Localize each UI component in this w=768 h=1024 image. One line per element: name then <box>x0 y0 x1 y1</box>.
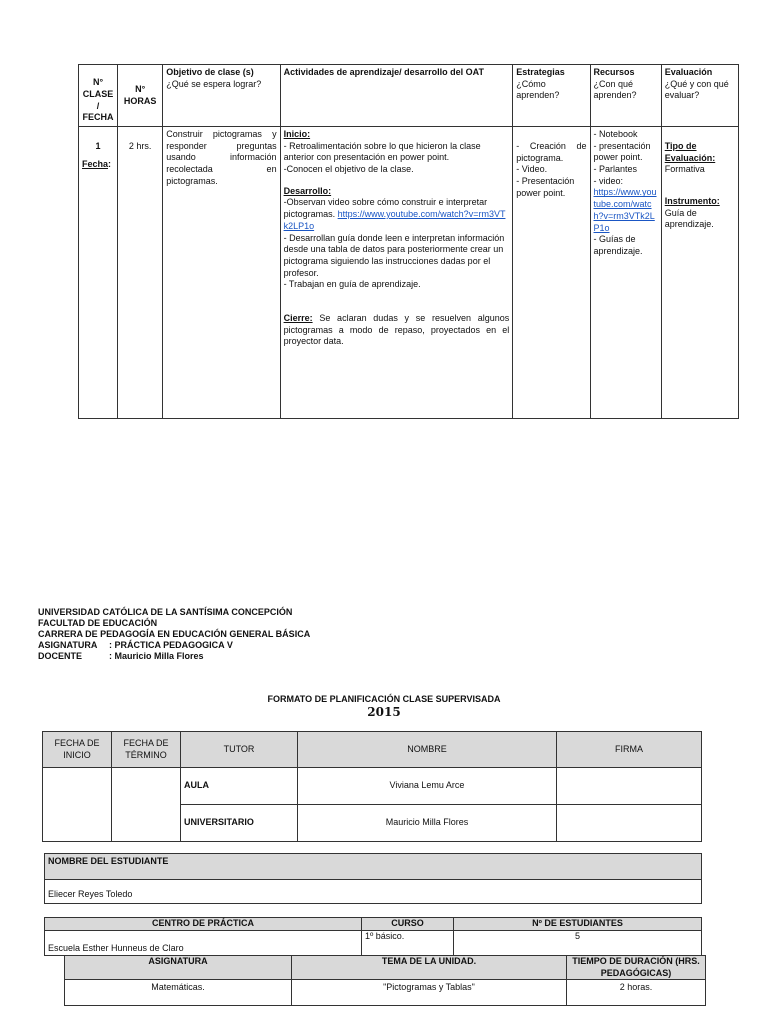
student-label: NOMBRE DEL ESTUDIANTE <box>45 854 702 880</box>
student-table <box>44 853 702 904</box>
subject-header-row <box>65 956 706 980</box>
row-horas: 2 hrs. <box>128 141 152 151</box>
header-evaluacion-sub: ¿Qué y con qué evaluar? <box>664 78 729 101</box>
asignatura-line <box>38 640 310 651</box>
institution-header <box>38 607 310 662</box>
header-fecha-termino: FECHA DE TÉRMINO <box>112 732 181 768</box>
firma-universitario <box>557 805 702 842</box>
subject-table <box>64 955 706 1006</box>
docente-label: DOCENTE <box>38 651 83 661</box>
student-header-row <box>45 854 702 880</box>
desarrollo-line1: -Observan video sobre cómo construir e interpretar pictogramas. <box>283 197 488 220</box>
header-recursos <box>590 65 661 127</box>
tutor-universitario: UNIVERSITARIO <box>181 805 298 842</box>
header-fecha-inicio: FECHA DE INICIO <box>43 732 112 768</box>
row-recursos-cell <box>590 127 661 419</box>
planning-header-row <box>79 65 739 127</box>
header-num-clase-line: CLASE <box>82 88 114 99</box>
desarrollo-line: - Trabajan en guía de aprendizaje. <box>283 279 421 290</box>
inicio-line: -Conocen el objetivo de la clase. <box>283 164 414 175</box>
cierre-label: Cierre: <box>283 312 313 323</box>
header-tutor: TUTOR <box>181 732 298 768</box>
cierre-text: Se aclaran dudas y se resuelven algunos pictogramas a modo de repaso, proyectados en el proyector data. <box>283 312 510 347</box>
row-objetivo-cell <box>163 127 280 419</box>
recurso-item: - Notebook <box>593 129 638 139</box>
institution-line: UNIVERSIDAD CATÓLICA DE LA SANTÍSIMA CONCEPCIÓN <box>38 607 293 617</box>
header-estrategias-sub: ¿Cómo aprenden? <box>516 78 560 101</box>
tipo-evaluacion-label: Tipo de Evaluación: <box>664 141 716 163</box>
header-centro: CENTRO DE PRÁCTICA <box>45 918 362 931</box>
row-num-cell <box>79 127 118 419</box>
tutor-header-row <box>43 732 702 768</box>
fecha-label-wrap <box>82 159 114 171</box>
instrumento-label: Instrumento: <box>664 196 720 207</box>
num-estudiantes-value: 5 <box>454 930 702 955</box>
fecha-colon: : <box>108 158 112 169</box>
student-value-row <box>45 880 702 904</box>
row-horas-cell <box>118 127 163 419</box>
format-year: 2015 <box>367 705 401 719</box>
instrumento-value: Guía de aprendizaje. <box>664 207 714 230</box>
tipo-evaluacion-value: Formativa <box>664 164 705 175</box>
header-num-estudiantes: Nº DE ESTUDIANTES <box>454 918 702 931</box>
header-recursos-sub: ¿Con qué aprenden? <box>593 78 637 101</box>
header-actividades-title: Actividades de aprendizaje/ desarrollo del OAT <box>283 67 484 77</box>
asignatura-value: : PRÁCTICA PEDAGOGICA V <box>109 640 233 650</box>
header-num-horas-line: HORAS <box>123 95 157 106</box>
recurso-video-link[interactable]: https://www.youtube.com/watch?v=rm3VTk2LP1o <box>593 187 657 233</box>
student-value: Eliecer Reyes Toledo <box>45 880 702 904</box>
fecha-termino-cell <box>112 768 181 842</box>
spacer <box>665 176 735 196</box>
spacer <box>284 291 510 313</box>
nombre-aula: Viviana Lemu Arce <box>298 768 557 805</box>
asignatura-label: ASIGNATURA <box>38 640 98 650</box>
tutor-row <box>43 768 702 805</box>
recurso-item: - presentación power point. <box>593 140 651 163</box>
header-objetivo <box>163 65 280 127</box>
nombre-universitario: Mauricio Milla Flores <box>298 805 557 842</box>
tutor-table <box>42 731 702 842</box>
header-num-clase-line: FECHA <box>82 112 114 123</box>
estrategia-item: - Video. <box>516 164 548 175</box>
header-evaluacion-title: Evaluación <box>664 67 713 77</box>
row-estrategias-cell <box>513 127 590 419</box>
recurso-item: - Parlantes <box>593 164 638 175</box>
firma-aula <box>557 768 702 805</box>
header-num-horas-line: N° <box>135 83 146 94</box>
header-tema: TEMA DE LA UNIDAD. <box>292 956 567 980</box>
center-value-row <box>45 930 702 955</box>
institution-line: FACULTAD DE EDUCACIÓN <box>38 618 158 628</box>
row-actividades-cell <box>280 127 513 419</box>
inicio-line: - Retroalimentación sobre lo que hicieron la clase anterior con presentación en power point. <box>283 140 481 163</box>
fecha-label: Fecha <box>82 158 109 169</box>
desarrollo-line1-wrap <box>284 197 510 232</box>
recurso-item: - video: <box>593 175 624 186</box>
center-table <box>44 917 702 956</box>
spacer <box>284 176 510 186</box>
format-title-text: FORMATO DE PLANIFICACIÓN CLASE SUPERVISADA <box>267 694 501 704</box>
header-estrategias-title: Estrategias <box>516 67 565 77</box>
desarrollo-line: - Desarrollan guía donde leen e interpretan información desde una tabla de datos para posteriormente crear un pictograma siguiendo las instrucciones dadas por el profesor. <box>283 232 505 278</box>
header-estrategias <box>513 65 590 127</box>
desarrollo-label: Desarrollo: <box>283 185 332 196</box>
header-num-clase-line: N° <box>93 77 104 88</box>
video-link[interactable]: https://www.youtube.com/watch?v=rm3VTk2LP1o <box>283 209 506 231</box>
fecha-inicio-cell <box>43 768 112 842</box>
row-objetivo: Construir pictogramas y responder preguntas usando información recolectada en pictogramas. <box>166 129 277 186</box>
header-actividades <box>280 65 513 127</box>
curso-value: 1º básico. <box>362 930 454 955</box>
docente-line <box>38 651 310 662</box>
docente-value: : Mauricio Milla Flores <box>109 651 204 661</box>
header-nombre: NOMBRE <box>298 732 557 768</box>
estrategia-item: - Presentación power point. <box>516 176 575 198</box>
inicio-label: Inicio: <box>283 129 311 139</box>
tutor-aula: AULA <box>181 768 298 805</box>
tema-value: "Pictogramas y Tablas" <box>292 980 567 1006</box>
header-num-clase-line: / <box>96 100 100 111</box>
row-evaluacion-cell <box>661 127 738 419</box>
institution-line: CARRERA DE PEDAGOGÍA EN EDUCACIÓN GENERAL BÁSICA <box>38 629 311 639</box>
recurso-item: - Guías de aprendizaje. <box>593 234 643 256</box>
header-num-clase <box>79 65 118 127</box>
header-objetivo-title: Objetivo de clase (s) <box>166 67 254 77</box>
asignatura-value: Matemáticas. <box>65 980 292 1006</box>
header-firma: FIRMA <box>557 732 702 768</box>
planning-table <box>78 64 739 419</box>
header-curso: CURSO <box>362 918 454 931</box>
cierre-wrap <box>284 313 510 348</box>
header-objetivo-sub: ¿Qué se espera lograr? <box>166 78 262 89</box>
header-num-horas <box>118 65 163 127</box>
row-num: 1 <box>95 141 101 151</box>
header-recursos-title: Recursos <box>593 67 635 77</box>
center-header-row <box>45 918 702 931</box>
centro-value: Escuela Esther Hunneus de Claro <box>45 930 362 955</box>
subject-value-row <box>65 980 706 1006</box>
format-title <box>0 694 768 719</box>
header-tiempo: TIEMPO DE DURACIÓN (HRS. PEDAGÓGICAS) <box>567 956 706 980</box>
planning-row <box>79 127 739 419</box>
header-evaluacion <box>661 65 738 127</box>
header-asignatura: ASIGNATURA <box>65 956 292 980</box>
estrategia-item: - Creación de pictograma. <box>516 141 587 163</box>
tiempo-value: 2 horas. <box>567 980 706 1006</box>
